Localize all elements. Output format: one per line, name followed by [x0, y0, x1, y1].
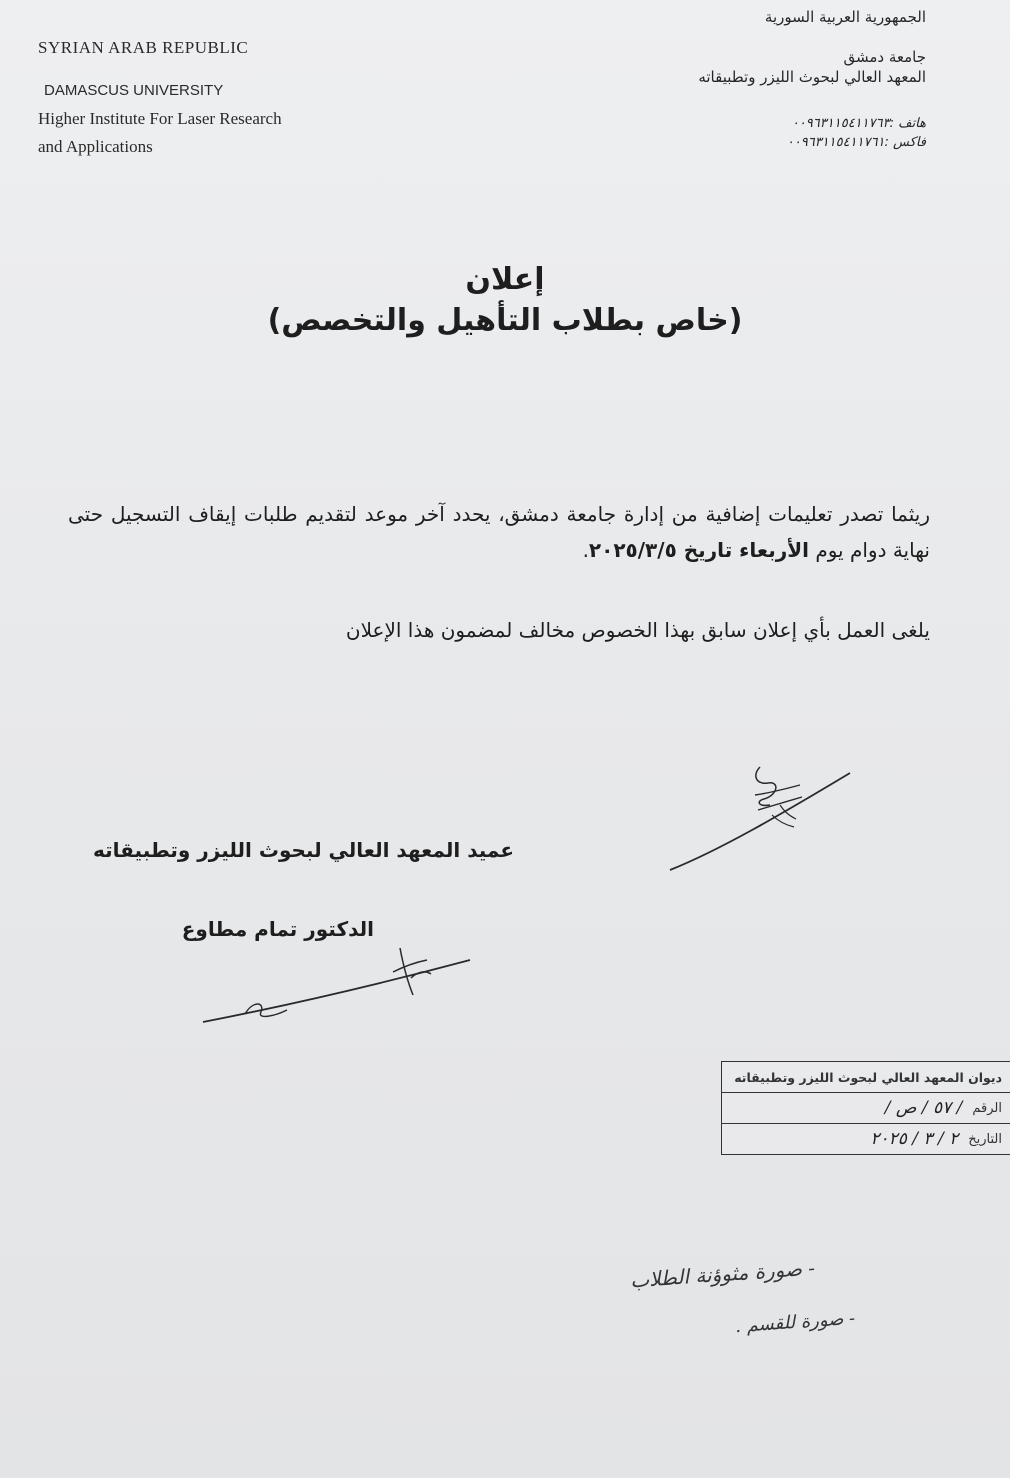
en-country: SYRIAN ARAB REPUBLIC — [38, 38, 249, 57]
registry-stamp — [721, 1061, 1010, 1155]
ar-country: الجمهورية العربية السورية — [764, 8, 926, 26]
stamp-date-value: ٢ / ٣ / ٢٠٢٥ — [870, 1129, 959, 1149]
ar-contact — [698, 114, 926, 152]
announcement-title — [0, 262, 1010, 338]
stamp-office: ديوان المعهد العالي لبحوث الليزر وتطبيقاته — [734, 1069, 1002, 1085]
signatory-title: عميد المعهد العالي لبحوث الليزر وتطبيقاته — [93, 838, 514, 862]
para1-date: الأربعاء تاريخ ٢٠٢٥/٣/٥ — [588, 538, 809, 562]
arabic-letterhead — [698, 8, 926, 152]
body-paragraph-2: يلغى العمل بأي إعلان سابق بهذا الخصوص مخالف لمضمون هذا الإعلان — [345, 618, 930, 642]
para1-text: ريثما تصدر تعليمات إضافية من إدارة جامعة دمشق، يحدد آخر موعد لتقديم طلبات إيقاف التسجيل حتى نهاية دوام يوم — [68, 502, 930, 562]
title-main: إعلان — [465, 262, 545, 297]
stamp-number-value: / ٥٧ / ص / — [884, 1098, 963, 1118]
second-signature — [195, 940, 480, 1030]
handwritten-note-1: - صورة مثوؤنة الطلاب — [629, 1255, 816, 1293]
en-institute-line1: Higher Institute For Laser Research — [38, 109, 282, 128]
ar-university: جامعة دمشق — [843, 48, 926, 66]
ar-phone: هاتف :٠٠٩٦٣١١٥٤١١٧٦٣ — [791, 116, 926, 131]
stamp-date-label: التاريخ — [968, 1131, 1002, 1147]
en-university: DAMASCUS UNIVERSITY — [44, 82, 224, 99]
stamp-number-row — [722, 1092, 1010, 1123]
title-sub: (خاص بطلاب التأهيل والتخصص) — [267, 303, 743, 338]
stamp-date-row — [722, 1123, 1010, 1154]
ar-fax: فاكس :٠٠٩٦٣١١٥٤١١٧٦١ — [786, 135, 926, 150]
body-paragraph-1 — [68, 496, 930, 568]
handwritten-note-2: - صورة للقسم . — [734, 1307, 856, 1338]
ar-institute: المعهد العالي لبحوث الليزر وتطبيقاته — [698, 68, 926, 86]
en-institute-line2: and Applications — [38, 137, 153, 156]
dean-signature — [660, 755, 860, 880]
english-letterhead — [38, 38, 282, 161]
para1-end: . — [582, 538, 589, 562]
signatory-name: الدكتور تمام مطاوع — [181, 917, 374, 941]
stamp-number-label: الرقم — [972, 1100, 1002, 1116]
